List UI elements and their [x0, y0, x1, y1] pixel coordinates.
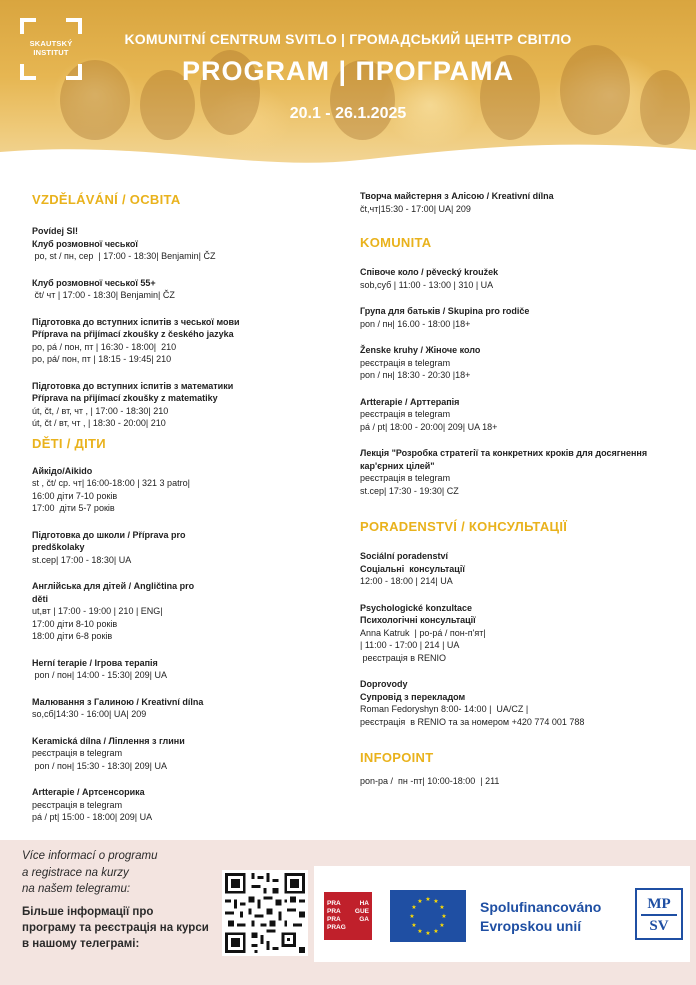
svg-text:★: ★: [409, 913, 415, 920]
program-schedule: st , čt/ ср. чт| 16:00-18:00 | 321 3 patro| 16:00 діти 7-10 років 17:00 діти 5-7 років: [32, 478, 190, 513]
svg-text:★: ★: [417, 928, 423, 935]
svg-text:★: ★: [441, 913, 447, 920]
sponsor-logos: [314, 866, 690, 962]
program-schedule: реєстрація в telegram pon / пон| 15:30 - 18:30| 209| UA: [32, 748, 167, 771]
section-title-children: DĚTI / ДІТИ: [32, 435, 106, 451]
program-schedule: pon / пн| 16.00 - 18:00 |18+: [360, 318, 471, 329]
program-schedule: čt,чт|15:30 - 17:00| UA| 209: [360, 203, 471, 214]
section-title-community: KOMUNITA: [360, 235, 432, 250]
program-item: [360, 305, 680, 330]
svg-text:★: ★: [411, 922, 417, 929]
program-name: Підготовка до школи / Příprava pro predškolaky: [32, 529, 186, 552]
right-column: [360, 188, 680, 788]
program-name: Artterapie / Арттерапія: [360, 396, 460, 407]
program-schedule: pon-pa / пн -пт| 10:00-18:00 | 211: [360, 776, 500, 786]
program-name: Sociální poradenství Соціальні консультації: [360, 551, 465, 574]
program-name: Група для батьків / Skupina pro rodiče: [360, 306, 530, 316]
program-item: [32, 316, 332, 366]
program-schedule: sob,суб | 11:00 - 13:00 | 310 | UA: [360, 279, 494, 290]
program-item: [32, 580, 332, 643]
date-range: 20.1 - 26.1.2025: [289, 105, 407, 122]
svg-text:★: ★: [417, 898, 423, 905]
program-name: Клуб розмовної чеської 55+: [32, 277, 156, 288]
logo-text: [22, 39, 80, 57]
program-schedule: so,сб|14:30 - 16:00| UA| 209: [32, 709, 147, 719]
program-schedule: ut,вт | 17:00 - 19:00 | 210 | ENG| 17:00 діти 8-10 років 18:00 діти 6-8 років: [32, 606, 163, 641]
program-item: [32, 277, 332, 302]
center-name: KOMUNITNÍ CENTRUM SVITLO | ГРОМАДСЬКИЙ ЦЕНТР СВІТЛО: [124, 31, 572, 47]
program-schedule: реєстрація в telegram st.сер| 17:30 - 19:30| CZ: [360, 473, 459, 496]
program-schedule: реєстрація в telegram pon / пн| 18:30 - 20:30 |18+: [360, 357, 471, 380]
header-banner: [0, 0, 696, 170]
eu-flag-icon: [390, 890, 466, 942]
program-item: [360, 775, 680, 788]
left-column: [32, 188, 332, 824]
program-item: [32, 735, 332, 773]
program-item: [32, 657, 332, 682]
program-name: Ženske kruhy / Жіноче коло: [360, 345, 481, 355]
program-item: [360, 266, 680, 291]
program-name: Малювання з Галиною / Kreativní dílna: [32, 696, 204, 707]
program-schedule: Roman Fedoryshyn 8:00- 14:00 | UA/CZ | реєстрація в RENIO та за номером +420 774 001 788: [360, 704, 585, 727]
program-name: Лекція "Розробка стратегії та конкретних кроків для досягнення кар'єрних цілей": [360, 448, 648, 471]
page-title: PROGRAM | ПРОГРАМА: [181, 56, 515, 86]
program-schedule: 12:00 - 18:00 | 214| UA: [360, 576, 453, 586]
mpsv-logo: MP SV: [635, 888, 683, 940]
svg-text:★: ★: [439, 904, 445, 911]
program-name: Співоче коло / pěvecký kroužek: [360, 267, 499, 277]
program-name: Herní terapie / Ігрова терапія: [32, 657, 158, 668]
program-item: [32, 380, 332, 430]
program-schedule: реєстрація в telegram pá / pt| 15:00 - 18:00| 209| UA: [32, 799, 153, 822]
program-schedule: út, čt, / вт, чт , | 17:00 - 18:30| 210 út, čt / вт, чт , | 18:30 - 20:00| 210: [32, 405, 169, 428]
program-item: [360, 678, 680, 728]
program-schedule: po, st / пн, сер | 17:00 - 18:30| Benjamin| ČZ: [32, 251, 216, 261]
program-name: Artterapie / Артсенсорика: [32, 787, 145, 797]
footer-text-cz: Více informací o programu a registrace na kurzy na našem telegramu:: [22, 850, 158, 895]
svg-text:★: ★: [425, 896, 431, 903]
praha-logo: PRA HA PRA GUE PRA GA PRAG: [324, 892, 372, 940]
program-name: Англійська для дітей / Angličtina pro děti: [32, 581, 195, 604]
program-item: [360, 550, 680, 588]
program-item: [360, 447, 680, 497]
program-item: [360, 602, 680, 665]
program-name: Psychologické konzultace Психологічні консультації: [360, 602, 476, 625]
program-item: [32, 786, 332, 824]
program-item: [360, 190, 680, 215]
svg-text:★: ★: [411, 904, 417, 911]
svg-text:★: ★: [433, 928, 439, 935]
program-item: [32, 225, 332, 263]
section-title-education: VZDĚLÁVÁNÍ / ОСВІТА: [32, 192, 181, 207]
header-wave: [0, 130, 696, 170]
footer-text-ua: Більше інформації про програму та реєстрація на курси в нашому телеграмі:: [22, 906, 209, 950]
program-item: [360, 344, 680, 382]
program-item: [32, 696, 332, 721]
logo-line-1: SKAUTSKÝ: [29, 39, 73, 48]
program-schedule: st.сер| 17:00 - 18:30| UA: [32, 554, 132, 565]
svg-text:★: ★: [425, 930, 431, 937]
section-title-infopoint: INFOPOINT: [360, 750, 434, 765]
program-name: Doprovody Супровід з перекладом: [360, 679, 466, 702]
program-item: [32, 465, 332, 515]
telegram-qr-code[interactable]: [222, 870, 308, 956]
program-item: [32, 529, 332, 567]
section-title-counseling: PORADENSTVÍ / КОНСУЛЬТАЦІЇ: [360, 519, 568, 534]
program-schedule: čt/ чт | 17:00 - 18:30| Benjamin| ČZ: [32, 290, 175, 300]
program-name: Підготовка до вступних іспитів з математики Příprava na přijímací zkoušky z matematiky: [32, 380, 234, 403]
logo-line-2: INSTITUT: [33, 48, 69, 57]
program-name: Творча майстерня з Алісою / Kreativní dílna: [360, 191, 554, 201]
program-schedule: Anna Katruk | po-pá / пон-п'ят| | 11:00 - 17:00 | 214 | UA реєстрація в RENIO: [360, 627, 486, 663]
svg-text:★: ★: [439, 922, 445, 929]
program-schedule: реєстрація в telegram pá / pt| 18:00 - 20:00| 209| UA 18+: [360, 409, 498, 432]
svg-text:★: ★: [433, 898, 439, 905]
program-item: [360, 396, 680, 434]
program-name: Keramická dílna / Ліплення з глини: [32, 735, 185, 746]
program-name: Айкідо/Aikido: [32, 465, 93, 476]
program-schedule: po, pá / пон, пт | 16:30 - 18:00| 210 po, pá/ пон, пт | 18:15 - 19:45| 210: [32, 341, 177, 364]
program-name: Povídej SI! Клуб розмовної чеської: [32, 226, 138, 249]
program-schedule: pon / пон| 14:00 - 15:30| 209| UA: [32, 670, 167, 680]
eu-cofinanced-text: Spolufinancováno Evropskou unií: [480, 899, 602, 934]
program-name: Підготовка до вступних іспитів з чеської мови Příprava na přijímací zkoušky z českého jazyka: [32, 316, 240, 339]
